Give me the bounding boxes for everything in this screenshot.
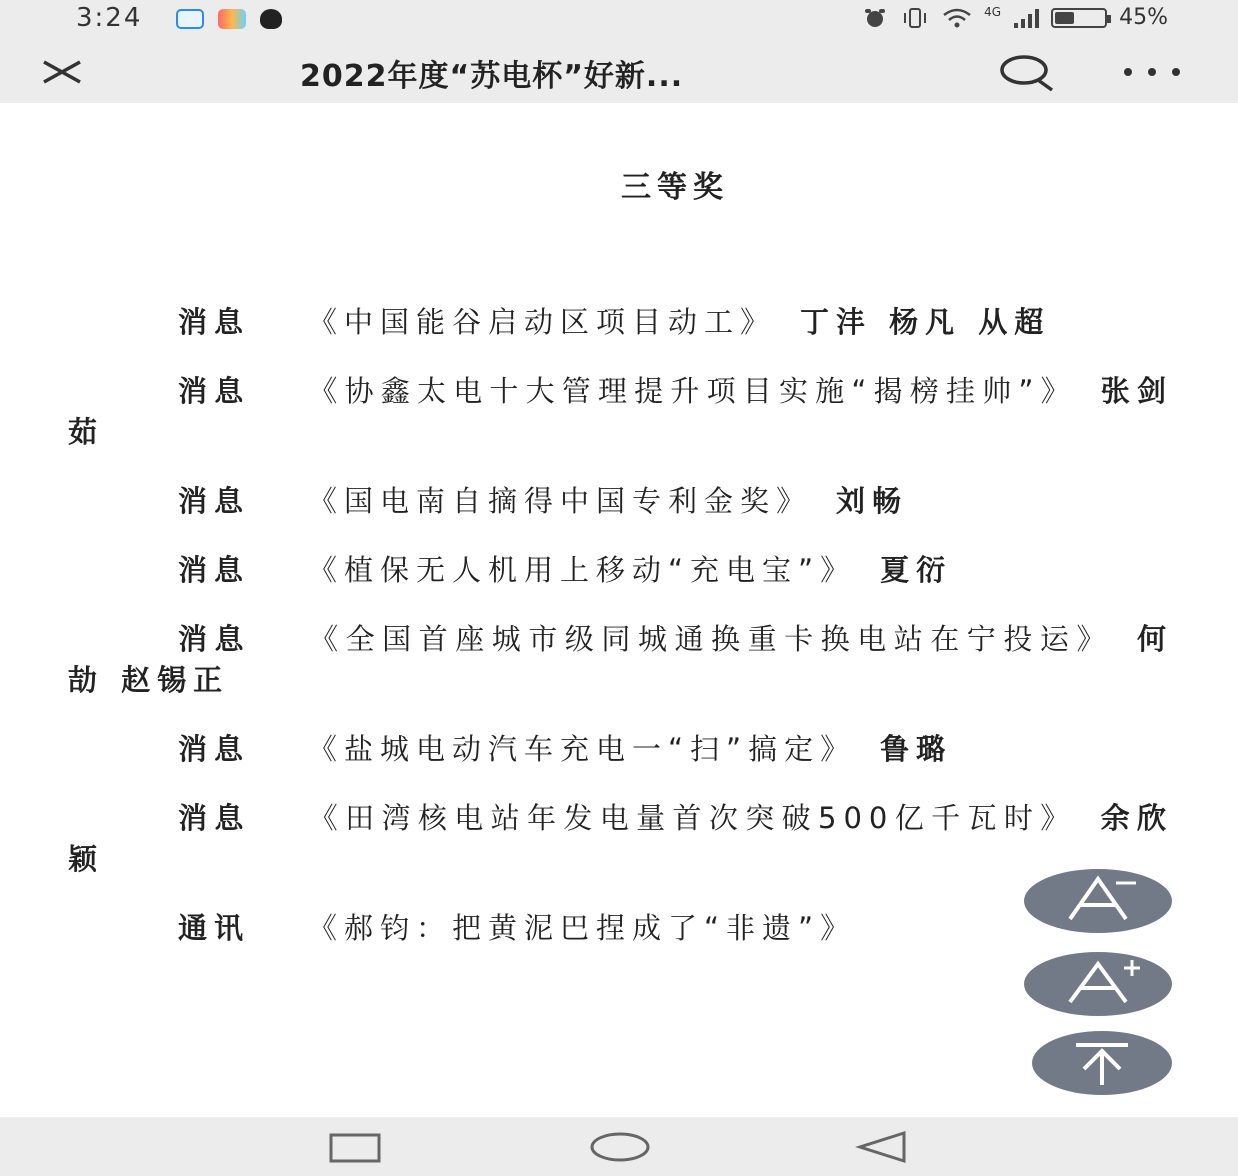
section-heading: 三等奖 xyxy=(621,170,729,205)
award-item xyxy=(68,481,1173,522)
award-category: 消息 xyxy=(178,801,251,835)
status-bar xyxy=(0,0,1238,40)
award-authors: 鲁璐 xyxy=(880,732,953,766)
signal-icon xyxy=(1013,7,1039,29)
award-category: 通讯 xyxy=(178,911,251,945)
back-icon xyxy=(854,1127,910,1167)
battery-icon xyxy=(1051,8,1107,28)
award-title: 《植保无人机用上移动“充电宝”》 xyxy=(308,553,857,587)
award-item xyxy=(68,550,1173,591)
font-decrease-button[interactable] xyxy=(1024,869,1172,933)
battery-fill xyxy=(1055,12,1074,24)
award-category: 消息 xyxy=(178,553,251,587)
page-title: 2022年度“苏电杯”好新... xyxy=(300,59,684,94)
award-item xyxy=(68,371,1173,453)
qq-icon xyxy=(260,9,282,29)
award-title: 《国电南自摘得中国专利金奖》 xyxy=(308,484,813,518)
award-title: 《全国首座城市级同城通换重卡换电站在宁投运》 xyxy=(309,622,1113,656)
home-icon xyxy=(588,1127,652,1167)
search-icon xyxy=(996,52,1056,92)
more-button[interactable] xyxy=(1120,52,1184,92)
close-icon xyxy=(40,52,84,92)
award-category: 消息 xyxy=(178,374,251,408)
award-title: 《盐城电动汽车充电一“扫”搞定》 xyxy=(308,732,857,766)
award-category: 消息 xyxy=(178,732,251,766)
wifi-icon xyxy=(942,7,972,29)
award-title: 《中国能谷启动区项目动工》 xyxy=(308,305,777,339)
award-authors: 丁沣 杨凡 从超 xyxy=(800,305,1051,339)
recent-apps-button[interactable] xyxy=(328,1127,382,1171)
award-item xyxy=(68,908,1173,949)
back-to-top-icon xyxy=(1032,1031,1172,1095)
system-nav-bar xyxy=(0,1117,1238,1176)
award-authors: 夏衍 xyxy=(880,553,953,587)
award-title: 《郝钧：把黄泥巴捏成了“非遗”》 xyxy=(308,911,857,945)
award-category: 消息 xyxy=(178,484,251,518)
font-increase-icon xyxy=(1024,952,1172,1016)
status-indicators xyxy=(862,5,1168,30)
battery-tip xyxy=(1107,15,1111,23)
nav-bar xyxy=(0,40,1238,103)
vibrate-icon xyxy=(900,7,930,29)
status-time: 3:24 xyxy=(76,3,143,33)
alarm-icon xyxy=(862,7,888,29)
award-item xyxy=(68,619,1173,701)
award-title: 《协鑫太电十大管理提升项目实施“揭榜挂帅”》 xyxy=(308,374,1077,408)
search-button[interactable] xyxy=(996,52,1056,92)
browser-icon xyxy=(176,9,204,29)
font-increase-button[interactable] xyxy=(1024,952,1172,1016)
award-item xyxy=(68,729,1173,770)
award-authors: 张剑茹 xyxy=(68,374,1173,449)
font-decrease-icon xyxy=(1024,869,1172,933)
award-authors: 何劼 赵锡正 xyxy=(68,622,1173,697)
more-icon xyxy=(1120,52,1184,92)
award-authors: 余欣颖 xyxy=(68,801,1173,876)
award-item xyxy=(68,798,1173,880)
award-item xyxy=(68,302,1173,343)
recent-apps-icon xyxy=(328,1127,382,1167)
network-type: 4G xyxy=(984,5,1002,19)
home-button[interactable] xyxy=(588,1127,652,1171)
notification-icons xyxy=(176,9,282,29)
app-store-icon xyxy=(218,9,246,29)
award-authors: 刘畅 xyxy=(836,484,909,518)
award-title: 《田湾核电站年发电量首次突破500亿千瓦时》 xyxy=(308,801,1077,835)
award-category: 消息 xyxy=(178,305,251,339)
award-list xyxy=(68,302,1173,977)
back-to-top-button[interactable] xyxy=(1032,1031,1172,1095)
award-category: 消息 xyxy=(178,622,252,656)
back-button[interactable] xyxy=(854,1127,910,1171)
close-button[interactable] xyxy=(40,52,84,92)
battery-percent: 45% xyxy=(1119,5,1168,30)
